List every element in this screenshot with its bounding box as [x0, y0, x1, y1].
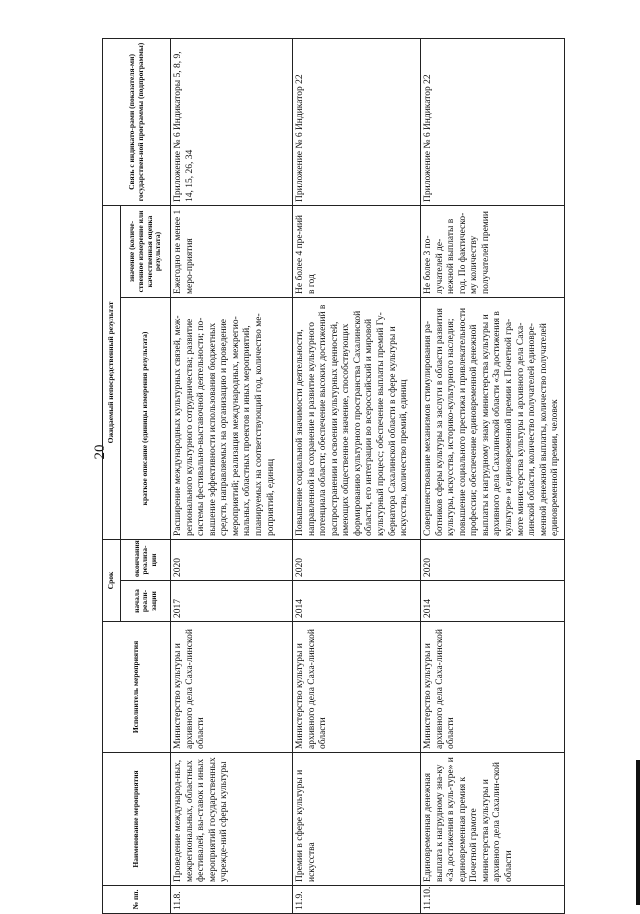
header-row-1: [103, 38, 121, 913]
header-term: Срок: [103, 539, 121, 621]
row-start: 2017: [171, 581, 293, 622]
row-name: Проведение международ-ных, межрегиональных, областных фестивалей, вы-ставок и иных мероприятий государственных учрежде-ний сферы культуры: [171, 753, 293, 886]
row-name: Единовременная денежная выплата к нагрудному зна-ку «За достижения в куль-туре» и единовременная премия к Почетной грамоте министерства культуры и архивного дела Сахалин-ской области: [421, 753, 565, 886]
row-value: Ежегодно не менее 1 меро-приятия: [171, 205, 293, 297]
row-num: 11.10.: [421, 886, 565, 914]
page-number: 20: [92, 444, 108, 460]
row-link: Приложение № 6 Индикаторы 5, 8, 9, 14, 15, 26, 34: [171, 38, 293, 205]
row-executor: Министерство культуры и архивного дела Саха-линской области: [421, 622, 565, 753]
row-end: 2020: [171, 539, 293, 580]
row-link: Приложение № 6 Индикатор 22: [293, 38, 421, 205]
rotated-table-container: [102, 39, 561, 914]
measures-table: [102, 38, 565, 914]
row-brief: Повышение социальной значимости деятельности, направленной на сохранение и развитие культурного потенциала области; обеспечение высоких достижений в распространении и освоении культурных ценностей, имеющих общественное значение, способствующих формированию культурного пространства Сахалинской области, его интеграции во всероссийский и мировой культурный процесс; обеспечение выплаты премий Гу-бернатора Сахалинской области в сфере культуры и искусства, количество премий, единиц: [293, 297, 421, 539]
header-start: начала реали-зации: [121, 581, 171, 622]
row-name: Премии в сфере культуры и искусства: [293, 753, 421, 886]
table-row: [421, 38, 565, 913]
row-executor: Министерство культуры и архивного дела Саха-линской области: [293, 622, 421, 753]
row-start: 2014: [421, 581, 565, 622]
row-brief: Расширение международных культурных связей, меж-регионального культурного сотрудничества; развитие системы фестивально-выставочной деятельности; по-вышение эффективности использования бюджетных средств, направляемых на организацию и проведение мероприятий; реализация международных, межрегио-нальных, областных проектов и иных мероприятий, планируемых на соответствующий год, количество ме-роприятий, единиц: [171, 297, 293, 539]
header-value: значение (количе-ственное измерение или качественная оценка результата): [121, 205, 171, 297]
row-link: Приложение № 6 Индикатор 22: [421, 38, 565, 205]
row-num: 11.9.: [293, 886, 421, 914]
header-link: Связь с индикато-рами (показателя-ми) государствен-ной программы (подпрограммы): [103, 38, 171, 205]
row-value: Не более 3 по-лучателей де-нежной выплаты в год. По фактическо-му количеству получателей премии: [421, 205, 565, 297]
table-row: [293, 38, 421, 913]
header-result: Ожидаемый непосредственный результат: [103, 205, 121, 539]
row-end: 2020: [421, 539, 565, 580]
row-start: 2014: [293, 581, 421, 622]
row-end: 2020: [293, 539, 421, 580]
header-num: № пп.: [103, 886, 171, 914]
header-executor: Исполнитель мероприятия: [103, 622, 171, 753]
header-brief: краткое описание (единицы измерения результата): [121, 297, 171, 539]
scan-edge-mark: [636, 760, 640, 905]
row-executor: Министерство культуры и архивного дела Саха-линской области: [171, 622, 293, 753]
row-value: Не более 4 пре-мий в год: [293, 205, 421, 297]
header-name: Наименование мероприятия: [103, 753, 171, 886]
row-num: 11.8.: [171, 886, 293, 914]
header-end: окончания реализа-ции: [121, 539, 171, 580]
table-row: [171, 38, 293, 913]
row-brief: Совершенствование механизмов стимулирования ра-ботников сферы культуры за заслуги в области развития культуры, искусства, историко-культурного наследия; повышение социального престижа и привлекательности профессии; обеспечение единовременной денежной выплаты к нагрудному знаку министерства культуры и архивного дела Сахалинской области «За достижения в культуре» и единовременной премии к Почетной гра-моте министерства культуры и архивного дела Саха-линской области, количество получателей единовре-менной денежной выплаты, количество получателей единовременной премии, человек: [421, 297, 565, 539]
